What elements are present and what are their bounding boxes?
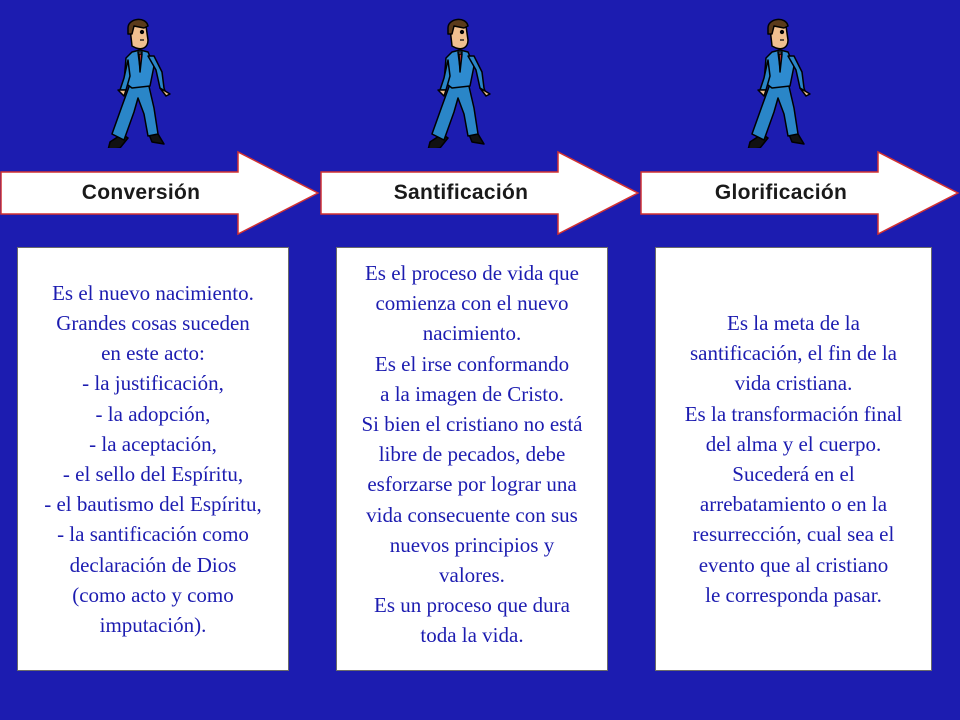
stage-arrow-conversion: [0, 150, 320, 236]
walking-man-icon: [744, 18, 816, 148]
stage-description: Es el proceso de vida que comienza con el nuevo nacimiento. Es el irse conformando a la imagen de Cristo. Si bien el cristiano no está libre de pecados, debe esforzarse por lograr una vida consecuente con sus nuevos principios y valores. Es un proceso que dura toda la vida.: [361, 261, 583, 648]
walking-man-icon: [424, 18, 496, 148]
stage-description-card-conversion: [17, 247, 289, 671]
stage-description-card-santificacion: [336, 247, 608, 671]
stage-arrow-glorificacion: [640, 150, 960, 236]
stage-description: Es la meta de la santificación, el fin de la vida cristiana. Es la transformación final del alma y el cuerpo. Sucederá en el arrebatamiento o en la resurrección, cual sea el evento que al cristiano le corresponda pasar.: [684, 310, 903, 607]
stage-label: Santificación: [393, 181, 529, 204]
stage-arrow-santificacion: [320, 150, 640, 236]
stage-label: Conversión: [81, 181, 201, 204]
stage-label: Glorificación: [714, 181, 848, 204]
walking-man-icon: [104, 18, 176, 148]
stage-description: Es el nuevo nacimiento. Grandes cosas suceden en este acto: - la justificación, - la adopción, - la aceptación, - el sello del Espíritu, - el bautismo del Espíritu, - la santificación como declaración de Dios (como acto y como imputación).: [44, 280, 262, 638]
stage-description-card-glorificacion: [655, 247, 932, 671]
